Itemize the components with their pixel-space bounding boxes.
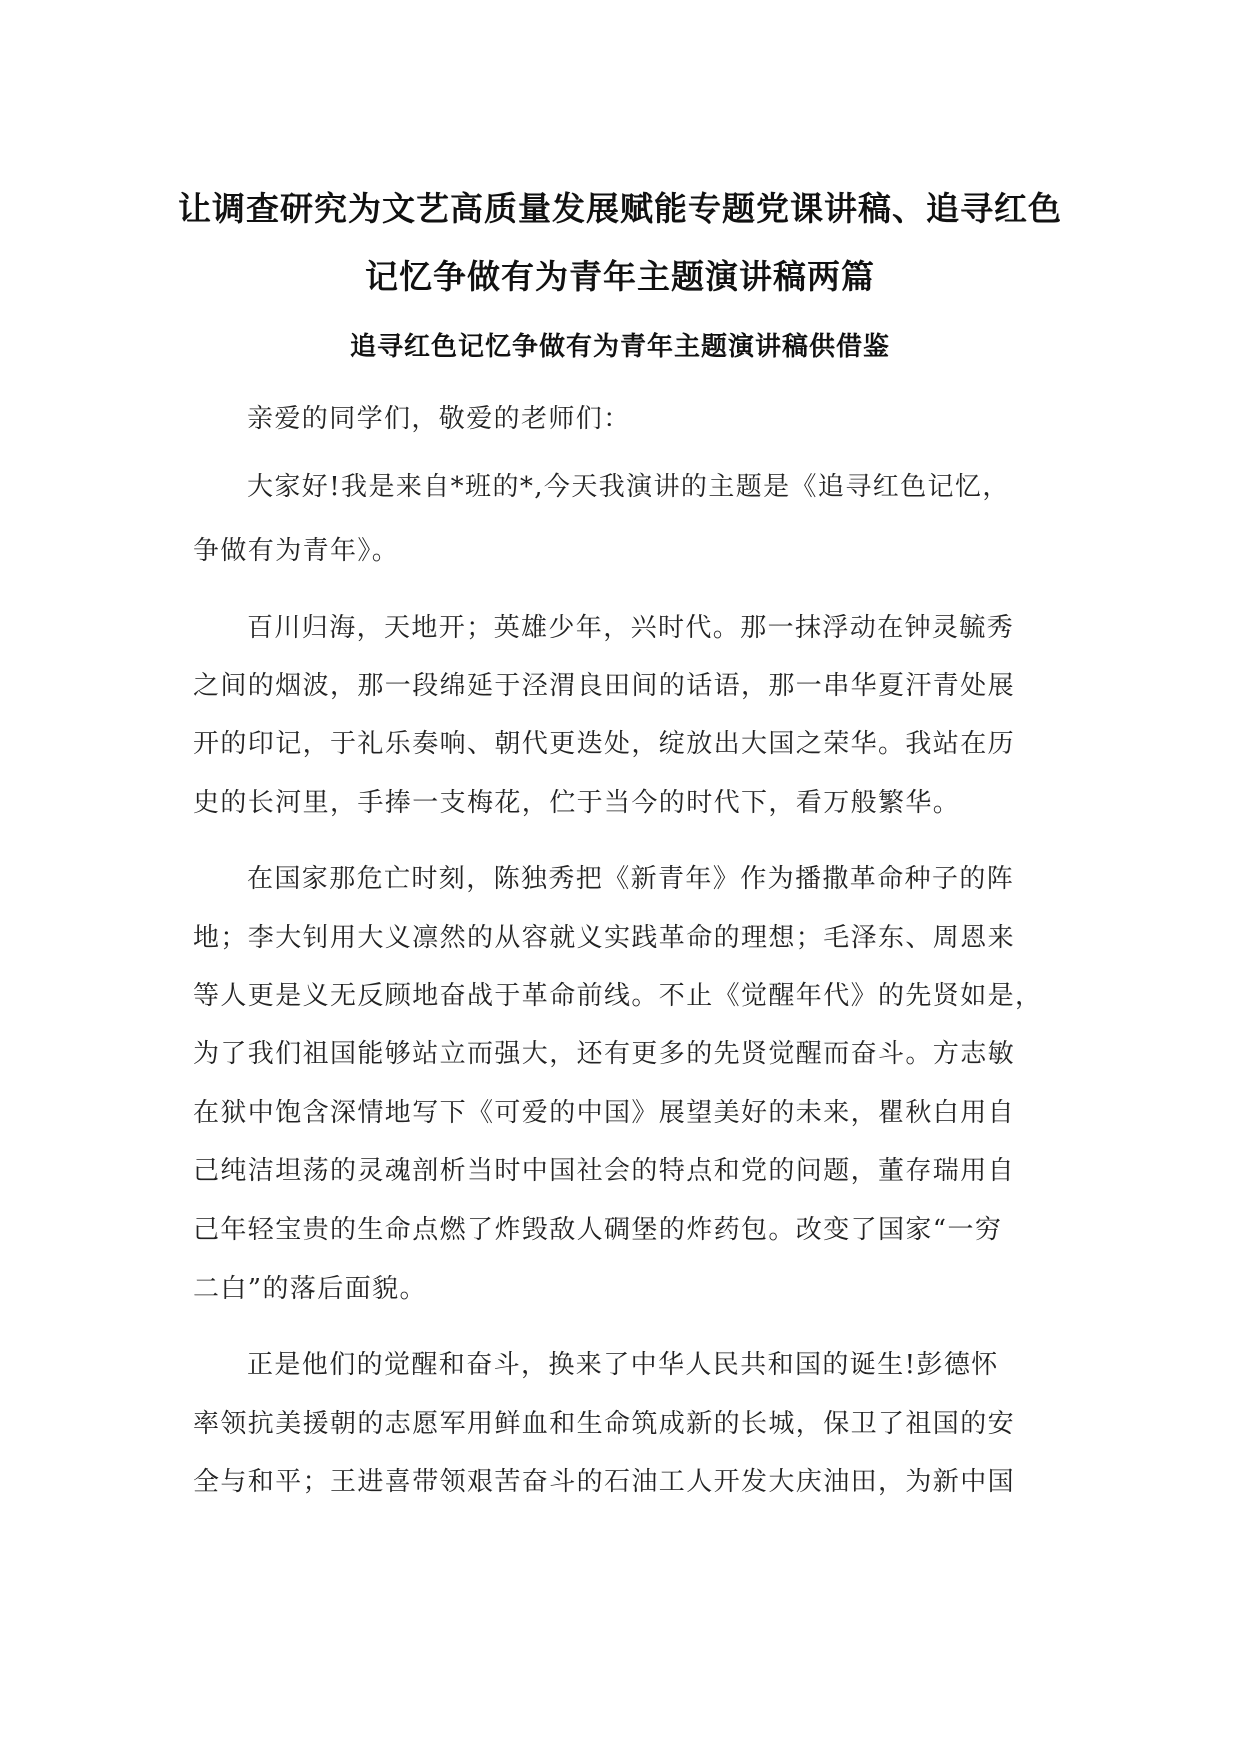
paragraph-line: 等人更是义无反顾地奋战于革命前线。不止《觉醒年代》的先贤如是，	[193, 981, 1043, 1011]
paragraph-line: 全与和平；王进喜带领艰苦奋斗的石油工人开发大庆油田，为新中国	[193, 1467, 1016, 1497]
paragraph-line: 地；李大钊用大义凛然的从容就义实践革命的理想；毛泽东、周恩来	[193, 923, 1016, 953]
document-title-line-1: 让调查研究为文艺高质量发展赋能专题党课讲稿、追寻红色	[178, 189, 1062, 228]
paragraph-line: 正是他们的觉醒和奋斗，换来了中华人民共和国的诞生!彭德怀	[247, 1350, 999, 1380]
paragraph-line: 大家好!我是来自*班的*,今天我演讲的主题是《追寻红色记忆，	[247, 472, 1010, 502]
paragraph-line: 在狱中饱含深情地写下《可爱的中国》展望美好的未来，瞿秋白用自	[193, 1098, 1016, 1128]
paragraph-line: 亲爱的同学们，敬爱的老师们：	[247, 404, 631, 434]
document-subtitle: 追寻红色记忆争做有为青年主题演讲稿供借鉴	[349, 332, 890, 362]
paragraph-line: 百川归海，天地开；英雄少年，兴时代。那一抹浮动在钟灵毓秀	[247, 613, 1015, 643]
paragraph-line: 史的长河里，手捧一支梅花，伫于当今的时代下，看万般繁华。	[193, 788, 961, 818]
paragraph-line: 争做有为青年》。	[193, 536, 400, 566]
paragraph-line: 己年轻宝贵的生命点燃了炸毁敌人碉堡的炸药包。改变了国家“一穷	[193, 1215, 1003, 1245]
paragraph-line: 之间的烟波，那一段绵延于泾渭良田间的话语，那一串华夏汗青处展	[193, 671, 1016, 701]
paragraph-line: 在国家那危亡时刻，陈独秀把《新青年》作为播撒革命种子的阵	[247, 864, 1015, 894]
paragraph-line: 二白”的落后面貌。	[193, 1274, 427, 1304]
document-title-line-2: 记忆争做有为青年主题演讲稿两篇	[365, 257, 875, 296]
paragraph-line: 为了我们祖国能够站立而强大，还有更多的先贤觉醒而奋斗。方志敏	[193, 1039, 1016, 1069]
paragraph-line: 己纯洁坦荡的灵魂剖析当时中国社会的特点和党的问题，董存瑞用自	[193, 1156, 1016, 1186]
paragraph-line: 率领抗美援朝的志愿军用鲜血和生命筑成新的长城，保卫了祖国的安	[193, 1409, 1016, 1439]
paragraph-line: 开的印记，于礼乐奏响、朝代更迭处，绽放出大国之荣华。我站在历	[193, 729, 1016, 759]
